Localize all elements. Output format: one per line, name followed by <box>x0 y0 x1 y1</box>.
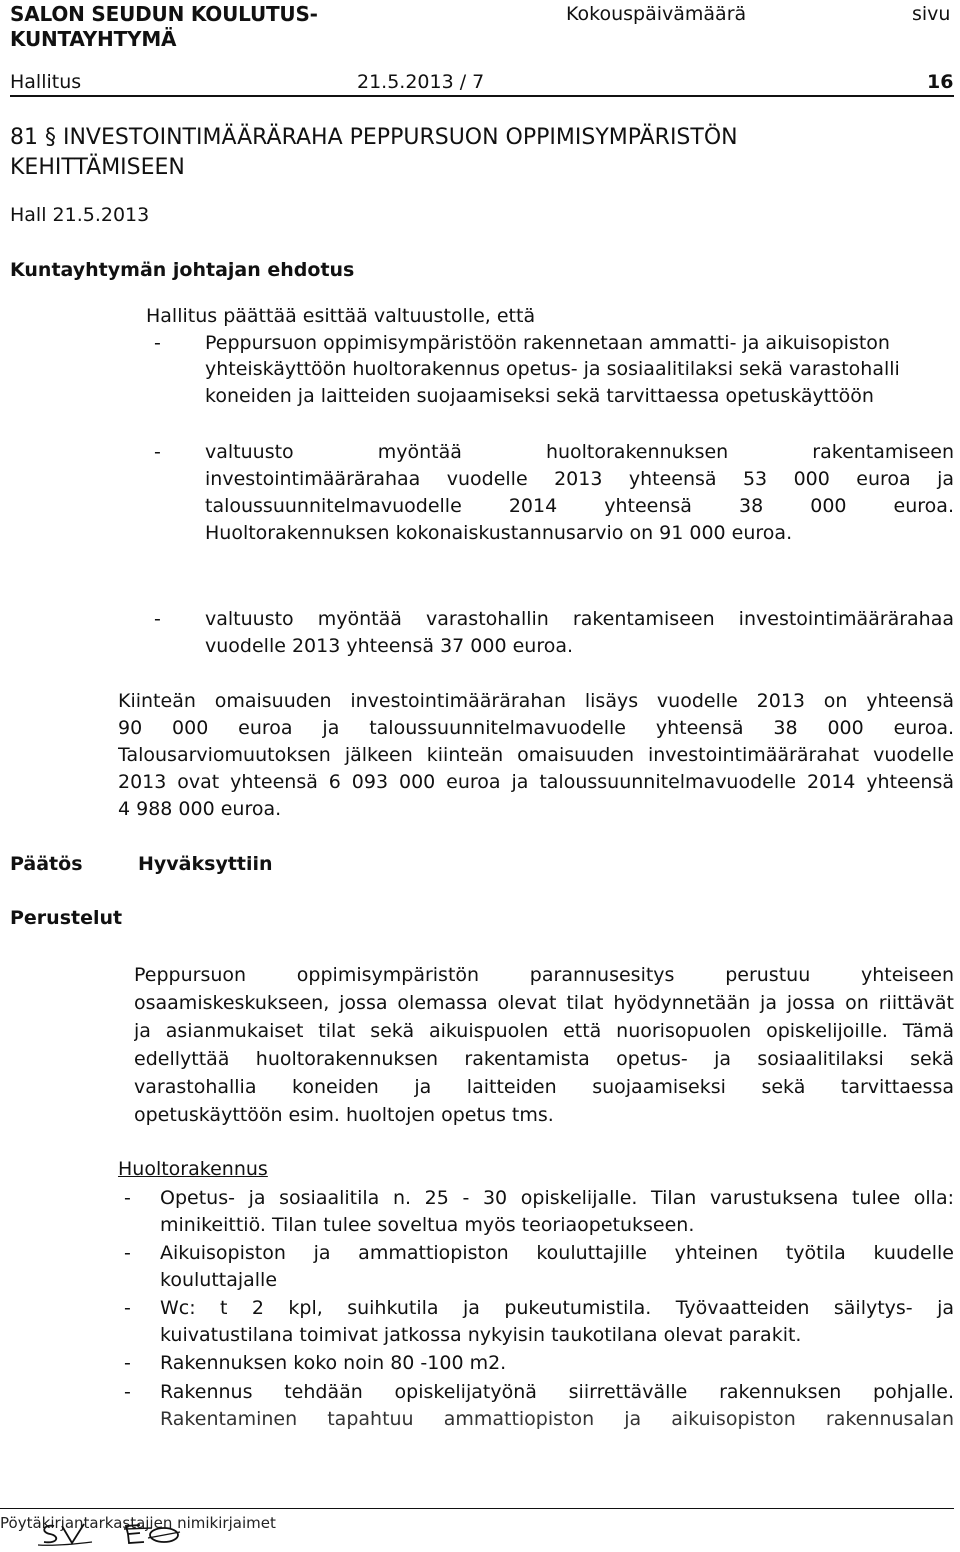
bullet-line: Opetus- ja sosiaalitila n. 25 - 30 opiskelijalle. Tilan varustuksena tulee olla: <box>160 1187 954 1209</box>
section-title-line2: KEHITTÄMISEEN <box>10 155 185 180</box>
rationale-line: osaamiskeskukseen, jossa olemassa olevat tilat hyödynnetään ja jossa on riittävät <box>134 992 954 1014</box>
list-item-line: Peppursuon oppimisympäristöön rakennetaan ammatti- ja aikuisopiston <box>205 332 890 354</box>
body-name: Hallitus <box>10 71 82 93</box>
bullet-line: Rakentaminen tapahtuu ammattiopiston ja aikuisopiston rakennusalan <box>160 1408 954 1430</box>
summary-line: Kiinteän omaisuuden investointimäärärahan lisäys vuodelle 2013 on yhteensä <box>118 690 954 712</box>
header-divider <box>10 95 954 97</box>
decision-value: Hyväksyttiin <box>138 853 273 875</box>
footer-divider <box>0 1508 954 1509</box>
list-dash: - <box>154 608 161 630</box>
organization-name <box>10 2 318 52</box>
bullet-line: Wc: t 2 kpl, suihkutila ja pukeutumistila. Työvaatteiden säilytys- ja <box>160 1297 954 1319</box>
list-item-line: Huoltorakennuksen kokonaiskustannusarvio on 91 000 euroa. <box>205 522 793 544</box>
bullet-line: Rakennuksen koko noin 80 -100 m2. <box>160 1352 507 1374</box>
summary-line: 2013 ovat yhteensä 6 093 000 euroa ja taloussuunnitelmavuodelle 2014 yhteensä <box>118 771 954 793</box>
rationale-line: opetuskäyttöön esim. huoltojen opetus tms. <box>134 1104 554 1126</box>
signature-image <box>36 1520 256 1548</box>
list-dash: - <box>154 441 161 463</box>
list-item-line: koneiden ja laitteiden suojaamiseksi sekä tarvittaessa opetuskäyttöön <box>205 385 874 407</box>
footer-label: Pöytäkirjantarkastajien nimikirjaimet <box>0 1514 276 1532</box>
rationale-line: ja asianmukaiset tilat sekä aikuispuolen että nuorisopuolen opiskelijoille. Tämä <box>134 1020 954 1042</box>
bullet-dash: - <box>124 1381 131 1403</box>
summary-line: Talousarviomuutoksen jälkeen kiinteän omaisuuden investointimäärärahat vuodelle <box>118 744 954 766</box>
section-title <box>10 123 738 183</box>
meeting-date-label: Kokouspäivämäärä <box>566 3 747 25</box>
bullet-dash: - <box>124 1242 131 1264</box>
page-number: 16 <box>927 71 954 93</box>
organization-name-line1: SALON SEUDUN KOULUTUS- <box>10 2 318 26</box>
bullet-dash: - <box>124 1187 131 1209</box>
bullet-line: Aikuisopiston ja ammattiopiston kouluttajille yhteinen työtila kuudelle <box>160 1242 954 1264</box>
section-title-line1: 81 § INVESTOINTIMÄÄRÄRAHA PEPPURSUON OPPIMISYMPÄRISTÖN <box>10 125 738 150</box>
rationale-label: Perustelut <box>10 907 123 929</box>
list-item-line: vuodelle 2013 yhteensä 37 000 euroa. <box>205 635 574 657</box>
list-item-line: investointimäärärahaa vuodelle 2013 yhteensä 53 000 euroa ja <box>205 468 954 490</box>
rationale-line: edellyttää huoltorakennuksen rakentamista opetus- ja sosiaalitilaksi sekä <box>134 1048 954 1070</box>
bullet-line: kouluttajalle <box>160 1269 278 1291</box>
bullet-line: minikeittiö. Tilan tulee soveltua myös teoriaopetukseen. <box>160 1214 695 1236</box>
list-item-line: valtuusto myöntää varastohallin rakentamiseen investointimäärärahaa <box>205 608 954 630</box>
rationale-line: Peppursuon oppimisympäristön parannusesitys perustuu yhteiseen <box>134 964 954 986</box>
list-item-line: valtuusto myöntää huoltorakennuksen rakentamiseen <box>205 441 954 463</box>
summary-line: 90 000 euroa ja taloussuunnitelmavuodelle yhteensä 38 000 euroa. <box>118 717 954 739</box>
list-item-line: taloussuunnitelmavuodelle 2014 yhteensä 38 000 euroa. <box>205 495 954 517</box>
meeting-date: 21.5.2013 / 7 <box>357 71 485 93</box>
decision-label: Päätös <box>10 853 83 875</box>
proposal-lead: Hallitus päättää esittää valtuustolle, että <box>146 305 536 327</box>
organization-name-line2: KUNTAYHTYMÄ <box>10 27 177 51</box>
page-label: sivu <box>912 3 951 25</box>
bullet-line: kuivatustilana toimivat jatkossa nykyisin taukotilana olevat parakit. <box>160 1324 802 1346</box>
reviewer-initials-signature <box>36 1520 256 1552</box>
bullet-line: Rakennus tehdään opiskelijatyönä siirrettävälle rakennuksen pohjalle. <box>160 1381 954 1403</box>
subheading-huoltorakennus: Huoltorakennus <box>118 1158 268 1180</box>
summary-line: 4 988 000 euroa. <box>118 798 282 820</box>
proposal-heading: Kuntayhtymän johtajan ehdotus <box>10 259 355 281</box>
rationale-line: varastohallia koneiden ja laitteiden suojaamiseksi sekä tarvittaessa <box>134 1076 954 1098</box>
list-dash: - <box>154 332 161 354</box>
list-item-line: yhteiskäyttöön huoltorakennus opetus- ja sosiaalitilaksi sekä varastohalli <box>205 358 900 380</box>
bullet-dash: - <box>124 1352 131 1374</box>
bullet-dash: - <box>124 1297 131 1319</box>
meeting-reference: Hall 21.5.2013 <box>10 204 150 226</box>
